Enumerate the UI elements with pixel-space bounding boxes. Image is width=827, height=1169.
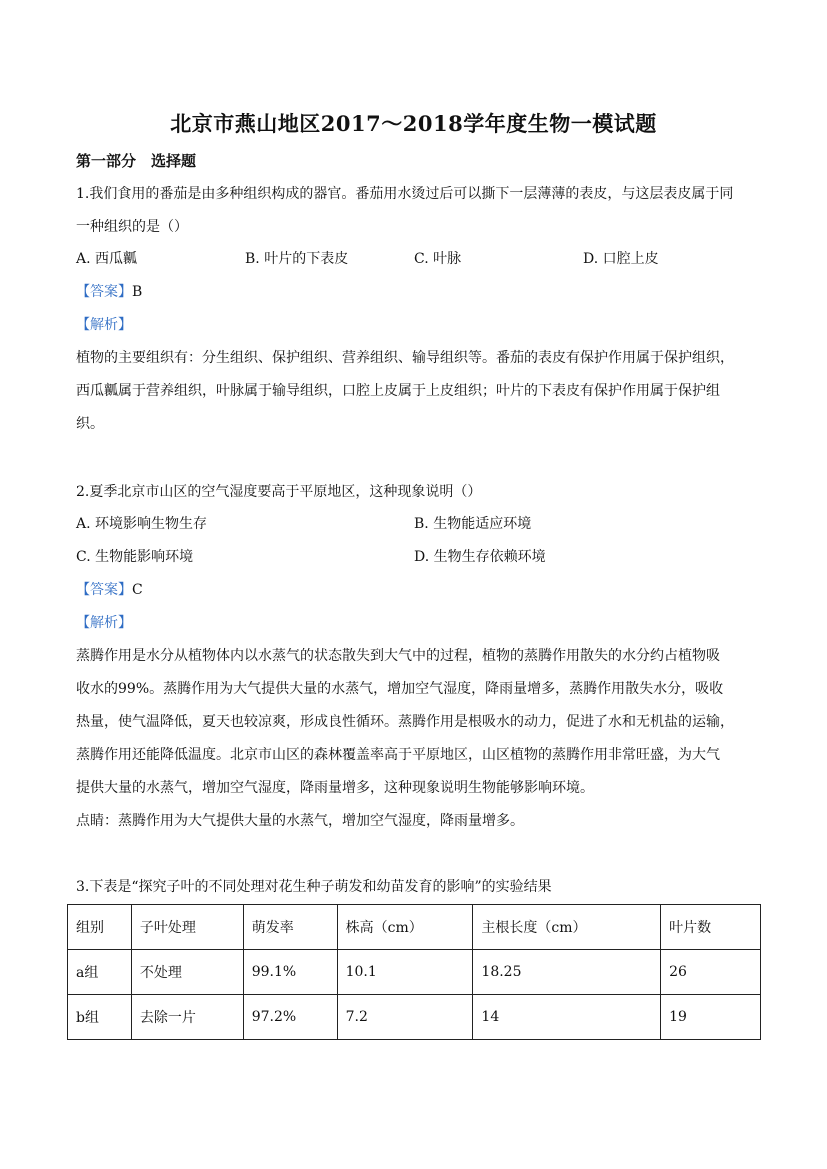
q2-answer bbox=[76, 574, 143, 607]
table-cell: 7.2 bbox=[337, 995, 473, 1040]
section-heading: 第一部分 选择题 bbox=[76, 152, 197, 170]
table-cell: 18.25 bbox=[473, 950, 661, 995]
answer-label: 【答案】 bbox=[76, 284, 132, 300]
table-row bbox=[68, 950, 761, 995]
table-header-row bbox=[68, 905, 761, 950]
q1-analysis-line3: 织。 bbox=[76, 416, 104, 432]
q2-analysis-line4: 蒸腾作用还能降低温度。北京市山区的森林覆盖率高于平原地区，山区植物的蒸腾作用非常旺盛，为大气 bbox=[76, 747, 720, 763]
q1-option-b: B. 叶片的下表皮 bbox=[245, 251, 349, 267]
q2-analysis-label: 【解析】 bbox=[76, 615, 132, 631]
table-cell: 19 bbox=[661, 995, 761, 1040]
table-cell: 26 bbox=[661, 950, 761, 995]
answer-value: B bbox=[132, 284, 143, 300]
table-row bbox=[68, 995, 761, 1040]
q2-analysis-line5: 提供大量的水蒸气，增加空气湿度，降雨量增多，这种现象说明生物能够影响环境。 bbox=[76, 780, 594, 796]
table-cell: 97.2% bbox=[243, 995, 337, 1040]
table-cell: 10.1 bbox=[337, 950, 473, 995]
answer-value: C bbox=[132, 582, 143, 598]
q2-stem: 2.夏季北京市山区的空气湿度要高于平原地区，这种现象说明（） bbox=[76, 484, 482, 500]
q1-analysis-line1: 植物的主要组织有：分生组织、保护组织、营养组织、输导组织等。番茄的表皮有保护作用属于保护组织， bbox=[76, 350, 734, 366]
q2-option-b: B. 生物能适应环境 bbox=[414, 516, 532, 532]
table-header-cell: 萌发率 bbox=[243, 905, 337, 950]
table-header-cell: 株高（cm） bbox=[337, 905, 473, 950]
q2-analysis-line1: 蒸腾作用是水分从植物体内以水蒸气的状态散失到大气中的过程，植物的蒸腾作用散失的水分约占植物吸 bbox=[76, 648, 720, 664]
q2-note: 点睛：蒸腾作用为大气提供大量的水蒸气，增加空气湿度，降雨量增多。 bbox=[76, 813, 524, 829]
q1-option-d: D. 口腔上皮 bbox=[583, 251, 659, 267]
q3-stem: 3.下表是“探究子叶的不同处理对花生种子萌发和幼苗发育的影响”的实验结果 bbox=[76, 879, 552, 895]
answer-label: 【答案】 bbox=[76, 582, 132, 598]
q1-stem-line1: 1.我们食用的番茄是由多种组织构成的器官。番茄用水烫过后可以撕下一层薄薄的表皮，与这层表皮属于同 bbox=[76, 186, 734, 202]
table-cell: 不处理 bbox=[131, 950, 243, 995]
table-header-cell: 子叶处理 bbox=[131, 905, 243, 950]
q1-answer bbox=[76, 276, 142, 309]
q2-option-c: C. 生物能影响环境 bbox=[76, 549, 194, 565]
q1-stem-line2: 一种组织的是（） bbox=[76, 219, 188, 235]
q1-option-c: C. 叶脉 bbox=[414, 251, 462, 267]
table-cell: b组 bbox=[68, 995, 132, 1040]
results-table bbox=[67, 904, 761, 1040]
table-cell: 14 bbox=[473, 995, 661, 1040]
table-header-cell: 组别 bbox=[68, 905, 132, 950]
table-header-cell: 主根长度（cm） bbox=[473, 905, 661, 950]
q2-option-a: A. 环境影响生物生存 bbox=[76, 516, 208, 532]
q1-analysis-label: 【解析】 bbox=[76, 317, 132, 333]
q1-option-a: A. 西瓜瓤 bbox=[76, 251, 138, 267]
q2-analysis-line3: 热量，使气温降低，夏天也较凉爽，形成良性循环。蒸腾作用是根吸水的动力，促进了水和无机盐的运输， bbox=[76, 714, 734, 730]
table-cell: 99.1% bbox=[243, 950, 337, 995]
table-header-cell: 叶片数 bbox=[661, 905, 761, 950]
table-cell: 去除一片 bbox=[131, 995, 243, 1040]
q2-option-d: D. 生物生存依赖环境 bbox=[414, 549, 546, 565]
q1-analysis-line2: 西瓜瓤属于营养组织，叶脉属于输导组织，口腔上皮属于上皮组织；叶片的下表皮有保护作用属于保护组 bbox=[76, 383, 720, 399]
table-cell: a组 bbox=[68, 950, 132, 995]
page-title: 北京市燕山地区2017～2018学年度生物一模试题 bbox=[170, 111, 657, 136]
q2-analysis-line2: 收水的99%。蒸腾作用为大气提供大量的水蒸气，增加空气湿度，降雨量增多，蒸腾作用散失水分，吸收 bbox=[76, 681, 724, 697]
